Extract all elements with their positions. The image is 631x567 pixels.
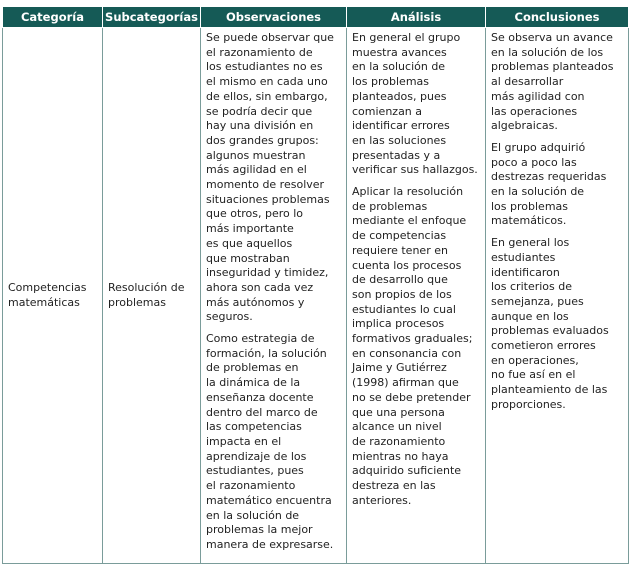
observaciones-paragraph-2: Como estrategia de formación, la solución de problemas en la dinámica de la enseñanza docente dentro del marco de las competencias impacta en el aprendizaje de los estudiantes, pues el razonamiento matemático encuentra en la solución de problemas la mejor manera de expresarse. [206,332,334,551]
table-row [3,28,629,564]
subcategoria-text: Resolución de problemas [108,281,185,309]
cell-categoria [3,28,103,564]
cell-conclusiones [486,28,629,564]
conclusiones-paragraph-3: En general los estudiantes identificaron los criterios de semejanza, pues aunque en los problemas evaluados cometieron errores en operaciones, no fue así en el planteamiento de las proporciones. [491,236,609,411]
conclusiones-paragraph-2: El grupo adquirió poco a poco las destrezas requeridas en la solución de los problemas matemáticos. [491,140,607,228]
analisis-paragraph-1: En general el grupo muestra avances en la solución de los problemas planteados, pues comienzan a identificar errores en las soluciones presentadas y a verificar sus hallazgos. [352,31,478,177]
categoria-text: Competencias matemáticas [8,281,87,309]
header-observaciones: Observaciones [201,7,347,28]
header-subcategorias: Subcategorías [103,7,201,28]
cell-subcategoria [103,28,201,564]
header-analisis: Análisis [347,7,486,28]
table-header-row [3,7,629,28]
header-conclusiones: Conclusiones [486,7,629,28]
conclusiones-paragraph-1: Se observa un avance en la solución de los problemas planteados al desarrollar más agilidad con las operaciones algebraicas. [491,31,614,133]
header-categoria: Categoría [3,7,103,28]
analisis-paragraph-2: Aplicar la resolución de problemas mediante el enfoque de competencias requiere tener en cuenta los procesos de desarrollo que son propios de los estudiantes lo cual implica procesos formativos graduales; en consonancia con Jaime y Gutiérrez (1998) afirman que no se debe pretender que una persona alcance un nivel de razonamiento mientras no haya adquirido suficiente destreza en las anteriores. [352,185,473,507]
cell-analisis [347,28,486,564]
cell-observaciones [201,28,347,564]
analysis-table [2,6,629,564]
observaciones-paragraph-1: Se puede observar que el razonamiento de los estudiantes no es el mismo en cada uno de ellos, sin embargo, se podría decir que hay una división en dos grandes grupos: algunos muestran más agilidad en el momento de resolver situaciones problemas que otros, pero lo más importante es que aquellos que mostraban inseguridad y timidez, ahora son cada vez más autónomos y seguros. [206,31,334,324]
